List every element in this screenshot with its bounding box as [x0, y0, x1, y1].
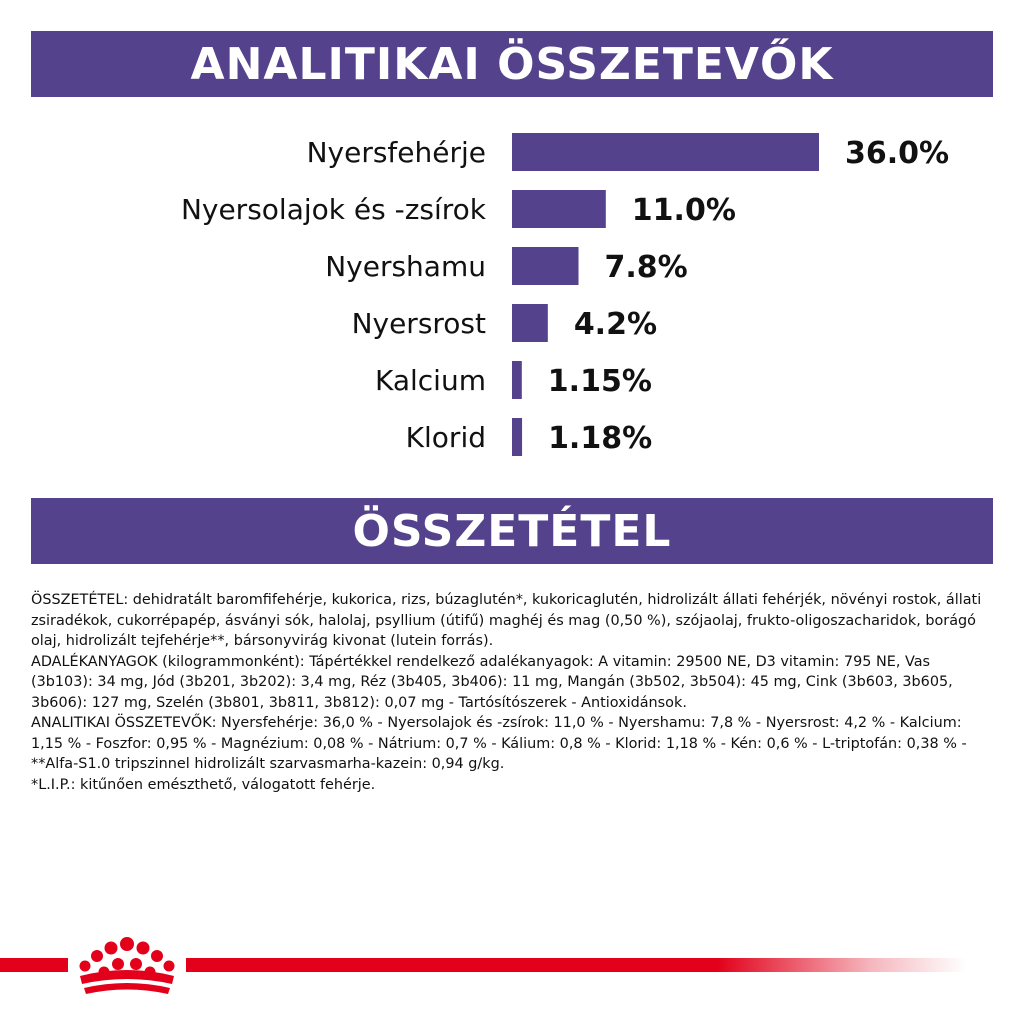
footnote-paragraph: *L.I.P.: kitűnően emészthető, válogatott fehérje. — [31, 776, 376, 793]
bar — [512, 190, 606, 228]
category-label: Nyersolajok és -zsírok — [180, 193, 486, 226]
category-label: Nyershamu — [325, 250, 486, 283]
section-banner-analytics — [31, 31, 993, 97]
section-title-composition: ÖSSZETÉTEL — [352, 505, 672, 557]
bar — [512, 247, 579, 285]
value-label: 11.0% — [631, 193, 736, 228]
footer-red-line-left — [0, 958, 68, 972]
analytical-paragraph: ANALITIKAI ÖSSZETEVŐK: Nyersfehérje: 36,0 % - Nyersolajok és -zsírok: 11,0 % - Nyershamu: 7,8 % - Nyersrost: 4,2 % - Kalcium: 1,15 % - Foszfor: 0,95 % - Magnézium: 0,08 % - Nátrium: 0,7 % - Kálium: 0,8 % - Klorid: 1,18 % - Kén: 0,6 % - L-triptofán: 0,38 % - **Alfa-S1.0 tripszinnel hidrolizált szarvasmarha-kazein: 0,94 g/kg. — [31, 715, 967, 772]
value-label: 36.0% — [845, 136, 950, 171]
bar — [512, 304, 548, 342]
section-banner-composition — [31, 498, 993, 564]
composition-paragraph: ÖSSZETÉTEL: dehidratált baromfifehérje, kukorica, rizs, búzaglutén*, kukoricaglutén, hidrolizált állati fehérjék, növényi rostok, állati zsiradékok, cukorrépapép, ásványi sók, halolaj, psyllium (útifű) maghéj és mag (0,50 %), szójaolaj, frukto-oligoszacharidok, borágó olaj, hidrolizált tejfehérje**, bársonyvirág kivonat (lutein forrás). — [31, 592, 982, 649]
category-label: Nyersfehérje — [306, 136, 486, 169]
bar — [512, 133, 819, 171]
bar — [512, 361, 522, 399]
category-label: Nyersrost — [351, 307, 486, 340]
value-label: 1.18% — [548, 421, 653, 456]
value-label: 4.2% — [573, 307, 658, 342]
royal-canin-crown-icon — [72, 934, 182, 998]
bar — [512, 418, 522, 456]
footer-red-line-right — [186, 958, 966, 972]
composition-text — [31, 590, 993, 795]
value-label: 1.15% — [547, 364, 652, 399]
value-label: 7.8% — [604, 250, 688, 285]
nutrient-bar-chart — [0, 120, 1024, 470]
category-label: Klorid — [405, 421, 486, 454]
category-label: Kalcium — [374, 364, 486, 397]
section-title-analytics: ANALITIKAI ÖSSZETEVŐK — [190, 38, 834, 90]
additives-paragraph: ADALÉKANYAGOK (kilogrammonként): Tápértékkel rendelkező adalékanyagok: A vitamin: 29500 NE, D3 vitamin: 795 NE, Vas (3b103): 34 mg, Jód (3b201, 3b202): 3,4 mg, Réz (3b405, 3b406): 11 mg, Mangán (3b502, 3b504): 45 mg, Cink (3b603, 3b605, 3b606): 127 mg, Szelén (3b801, 3b811, 3b812): 0,07 mg - Tartósítószerek - Antioxidánsok. — [31, 653, 953, 711]
